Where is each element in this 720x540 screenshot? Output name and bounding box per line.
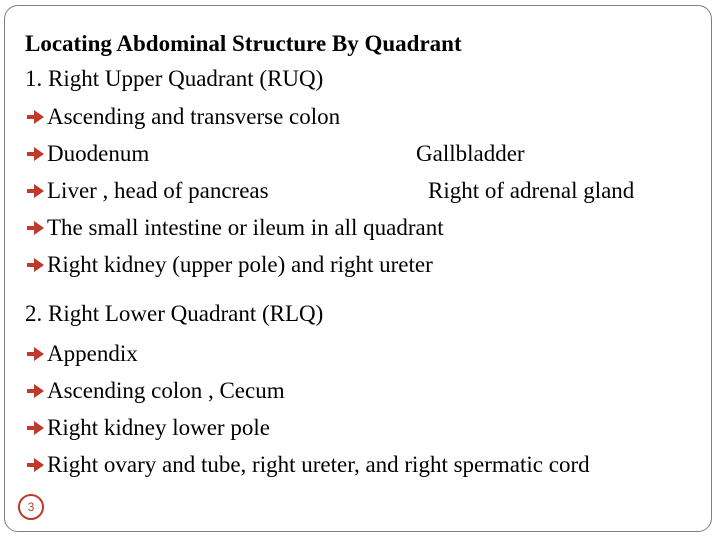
rlq-item: [25, 451, 590, 479]
ruq-item-text: Ascending and transverse colon: [47, 104, 341, 129]
ruq-heading: 1. Right Upper Quadrant (RUQ): [25, 66, 324, 91]
rlq-item-text: Right ovary and tube, right ureter, and right spermatic cord: [47, 452, 590, 477]
bullet-icon: [25, 181, 47, 201]
ruq-item-text: Liver , head of pancreas: [47, 178, 269, 203]
ruq-item-text: Duodenum: [47, 141, 150, 166]
bullet-icon: [25, 107, 47, 127]
bullet-icon: [25, 455, 47, 475]
ruq-item: [25, 251, 433, 279]
ruq-item-text: Right kidney (upper pole) and right ureter: [47, 252, 433, 277]
ruq-right-item: Gallbladder: [416, 141, 525, 166]
bullet-icon: [25, 418, 47, 438]
ruq-right-item: Right of adrenal gland: [428, 178, 635, 203]
rlq-heading: 2. Right Lower Quadrant (RLQ): [25, 301, 324, 326]
ruq-item: [25, 177, 269, 205]
slide-title: Locating Abdominal Structure By Quadrant: [25, 31, 462, 56]
bullet-icon: [25, 255, 47, 275]
ruq-item: [25, 140, 149, 168]
rlq-item-text: Appendix: [47, 341, 138, 366]
bullet-icon: [25, 218, 47, 238]
bullet-icon: [25, 381, 47, 401]
slide-number-badge: 3: [18, 494, 44, 520]
rlq-item: [25, 340, 138, 368]
rlq-item: [25, 414, 270, 442]
rlq-item-text: Ascending colon , Cecum: [47, 378, 285, 403]
bullet-icon: [25, 144, 47, 164]
bullet-icon: [25, 344, 47, 364]
ruq-item-text: The small intestine or ileum in all quadrant: [47, 215, 444, 240]
ruq-item: [25, 103, 340, 131]
rlq-item: [25, 377, 285, 405]
rlq-item-text: Right kidney lower pole: [47, 415, 270, 440]
ruq-item: [25, 214, 444, 242]
